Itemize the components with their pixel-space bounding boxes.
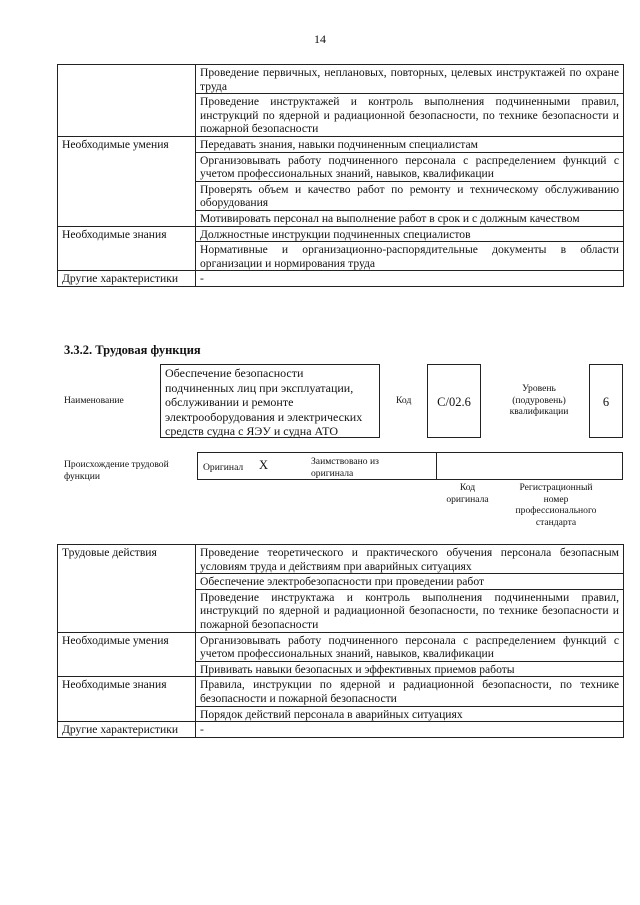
code-label: Код [396, 395, 412, 406]
original-code-label: Код оригинала [446, 482, 489, 505]
row-content: Правила, инструкции по ядерной и радиационной безопасности, по технике безопасности и пожарной безопасности [196, 677, 624, 706]
row-label: Необходимые знания [58, 226, 196, 271]
row-content: Проведение инструктажа и контроль выполнения подчиненными правил, инструкций по ядерной и радиационной безопасности, по технике безопасности и пожарной безопасности [196, 589, 624, 632]
table-row [58, 226, 624, 242]
row-label: Другие характеристики [58, 722, 196, 738]
row-content: Проведение инструктажей и контроль выполнения подчиненными правил, инструкций по ядерной и радиационной безопасности, по технике безопасности и пожарной безопасности [196, 94, 624, 137]
row-content: Проверять объем и качество работ по ремонту и техническому обслуживанию оборудования [196, 181, 624, 210]
row-content: Организовывать работу подчиненного персонала с распределением функций с учетом профессиональных знаний, навыков, квалификации [196, 632, 624, 661]
original-label: Оригинал [203, 462, 244, 473]
table-row [58, 136, 624, 152]
row-content: - [196, 271, 624, 287]
function-name-value: Обеспечение безопасности подчиненных лиц при эксплуатации, обслуживании и ремонте электрооборудования и электрических средств судна с ЯЭУ и судна АТО [160, 364, 380, 438]
row-content: Мотивировать персонал на выполнение работ в срок и с должным качеством [196, 210, 624, 226]
row-content: Нормативные и организационно-распорядительные документы в области организации и нормирования труда [196, 242, 624, 271]
table-row [58, 65, 624, 94]
row-content: Проведение первичных, неплановых, повторных, целевых инструктажей по охране труда [196, 65, 624, 94]
original-mark: X [259, 458, 269, 472]
page-number: 14 [314, 32, 326, 46]
requirements-table-2 [57, 544, 624, 738]
level-label: Уровень (подуровень) квалификации [509, 383, 569, 417]
table-row [58, 271, 624, 287]
row-label: Трудовые действия [58, 545, 196, 633]
origin-label: Происхождение трудовой функции [64, 459, 169, 482]
row-label: Необходимые умения [58, 632, 196, 677]
row-content: Проведение теоретического и практического обучения персонала безопасным условиям труда и действиям при аварийных ситуациях [196, 545, 624, 574]
table-body [58, 545, 624, 738]
row-content: Прививать навыки безопасных и эффективных приемов работы [196, 661, 624, 677]
row-content: Обеспечение электробезопасности при проведении работ [196, 574, 624, 590]
table-row [58, 632, 624, 661]
code-value: C/02.6 [427, 364, 481, 438]
row-label: Необходимые умения [58, 136, 196, 226]
row-content: Организовывать работу подчиненного персонала с распределением функций с учетом профессиональных знаний, навыков, квалификации [196, 152, 624, 181]
name-label: Наименование [64, 395, 124, 406]
level-value: 6 [589, 364, 623, 438]
row-content: Должностные инструкции подчиненных специалистов [196, 226, 624, 242]
table-body [58, 65, 624, 287]
section-title: 3.3.2. Трудовая функция [64, 343, 201, 357]
borrowed-label: Заимствовано из оригинала [311, 456, 379, 479]
table-row [58, 677, 624, 706]
row-content: Порядок действий персонала в аварийных ситуациях [196, 706, 624, 722]
row-content: - [196, 722, 624, 738]
table-row [58, 722, 624, 738]
table-row [58, 545, 624, 574]
row-label: Необходимые знания [58, 677, 196, 722]
registration-number-label: Регистрационный номер профессионального стандарта [515, 482, 597, 528]
row-content: Передавать знания, навыки подчиненным специалистам [196, 136, 624, 152]
requirements-table-1 [57, 64, 624, 287]
row-label: Другие характеристики [58, 271, 196, 287]
row-label [58, 65, 196, 137]
origin-code-box [437, 452, 623, 480]
